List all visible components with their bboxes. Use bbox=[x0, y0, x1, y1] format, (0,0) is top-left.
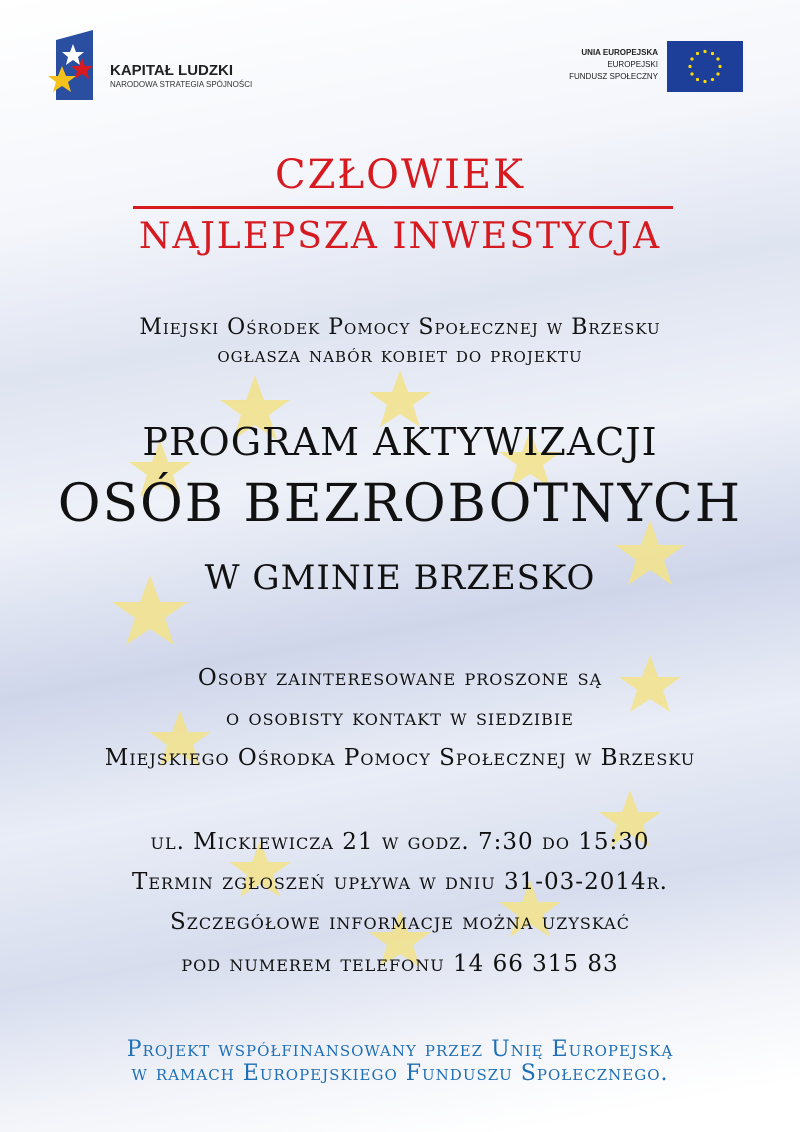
eu-star-icon bbox=[703, 50, 706, 53]
eu-star-icon bbox=[688, 65, 691, 68]
details-deadline: Termin zgłoszeń upływa w dniu 31-03-2014r. bbox=[132, 869, 668, 895]
intro-line2: ogłasza nabór kobiet do projektu bbox=[217, 343, 583, 368]
headline-line2: NAJLEPSZA INWESTYCJA bbox=[138, 216, 662, 257]
details-info: Szczegółowe informacje można uzyskać bbox=[170, 909, 630, 935]
eu-line3: FUNDUSZ SPOŁECZNY bbox=[569, 72, 658, 81]
details-address: ul. Mickiewicza 21 w godz. 7:30 do 15:30 bbox=[150, 829, 650, 855]
eu-stars-icon bbox=[667, 41, 743, 92]
program-line2: OSÓB BEZROBOTNYCH bbox=[57, 474, 743, 534]
kapital-ludzki-logo bbox=[48, 30, 98, 100]
eu-line1: UNIA EUROPEJSKA bbox=[581, 48, 658, 57]
eu-star-icon bbox=[711, 78, 714, 81]
eu-star-icon bbox=[690, 72, 693, 75]
eu-line2: EUROPEJSKI bbox=[607, 60, 658, 69]
eu-star-icon bbox=[716, 72, 719, 75]
footer-line2: w ramach Europejskiego Funduszu Społecznego. bbox=[131, 1061, 669, 1086]
eu-star-icon bbox=[696, 52, 699, 55]
eu-flag-icon bbox=[667, 41, 743, 92]
eu-star-icon bbox=[711, 52, 714, 55]
details-phone: pod numerem telefonu 14 66 315 83 bbox=[181, 951, 619, 977]
contact-line2: o osobisty kontakt w siedzibie bbox=[226, 705, 574, 731]
footer-line1: Projekt współfinansowany przez Unię Europejską bbox=[126, 1037, 674, 1062]
eu-star-icon bbox=[696, 78, 699, 81]
program-line3: W GMINIE BRZESKO bbox=[204, 558, 596, 598]
eu-star-icon bbox=[703, 80, 706, 83]
eu-star-icon bbox=[690, 57, 693, 60]
intro-line1: Miejski Ośrodek Pomocy Społecznej w Brzesku bbox=[139, 315, 661, 340]
contact-line3: Miejskiego Ośrodka Pomocy Społecznej w Brzesku bbox=[104, 745, 696, 771]
eu-star-icon bbox=[716, 57, 719, 60]
program-line1: PROGRAM AKTYWIZACJI bbox=[142, 420, 658, 464]
contact-line1: Osoby zainteresowane proszone są bbox=[197, 665, 603, 691]
eu-logo-text bbox=[569, 47, 658, 83]
logo-subtitle: NARODOWA STRATEGIA SPÓJNOŚCI bbox=[110, 80, 253, 89]
headline-line1: CZŁOWIEK bbox=[275, 152, 525, 198]
logo-title: KAPITAŁ LUDZKI bbox=[110, 62, 234, 79]
star-icon bbox=[369, 370, 431, 427]
headline-divider bbox=[133, 206, 673, 209]
eu-star-icon bbox=[718, 65, 721, 68]
